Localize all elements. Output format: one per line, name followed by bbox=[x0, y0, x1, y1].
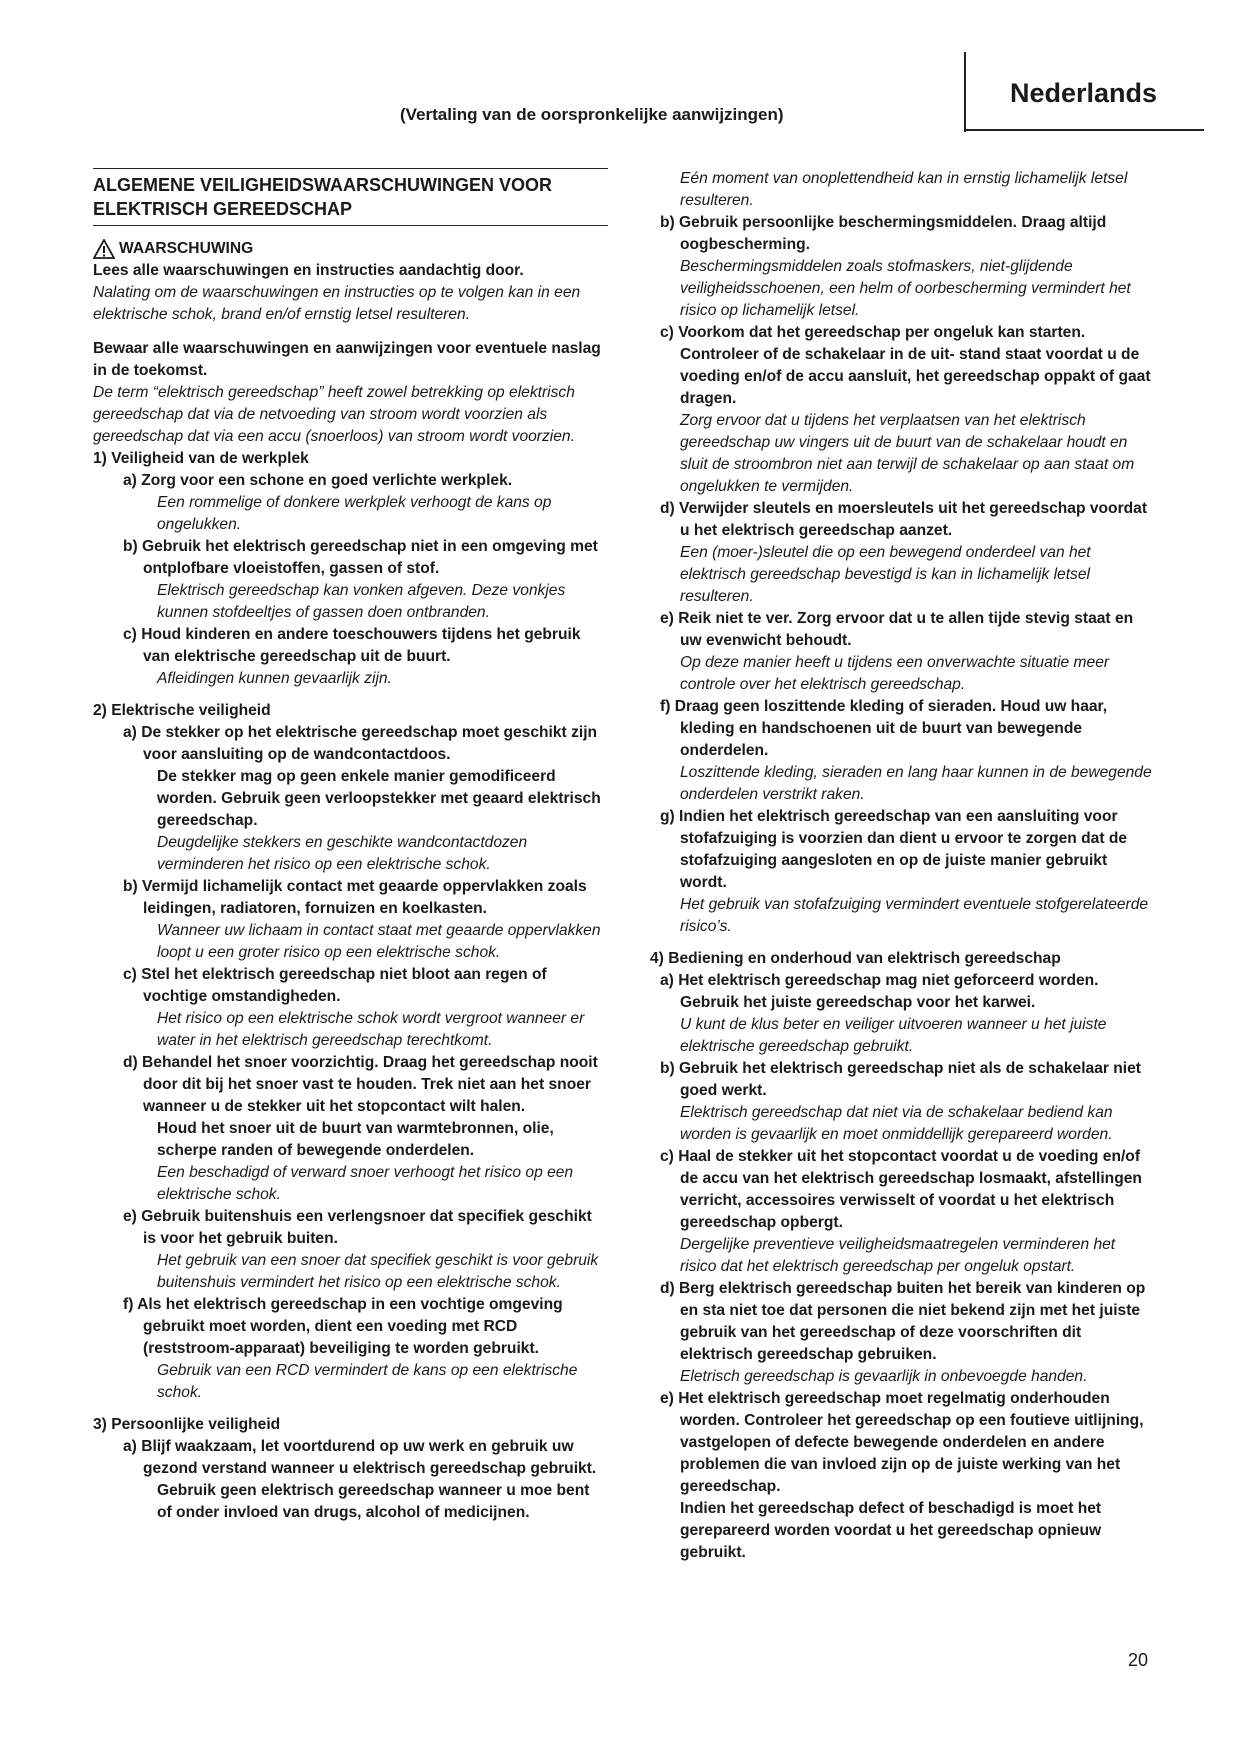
warning-heading bbox=[93, 238, 608, 260]
item-4a: a) Het elektrisch gereedschap mag niet geforceerd worden. Gebruik het juiste gereedschap voor het karwei. bbox=[660, 972, 1099, 1011]
keep-instructions: Bewaar alle waarschuwingen en aanwijzingen voor eventuele naslag in de toekomst. bbox=[93, 340, 601, 379]
item-2a-extra: De stekker mag op geen enkele manier gemodificeerd worden. Gebruik geen verloopstekker met geaard elektrisch gereedschap. bbox=[157, 768, 601, 829]
item-4b-note: Elektrisch gereedschap dat niet via de schakelaar bediend kan worden is gevaarlijk en moet onmiddellijk gerepareerd worden. bbox=[680, 1104, 1113, 1143]
header-vertical-rule bbox=[964, 52, 966, 132]
item-3a-extra: Gebruik geen elektrisch gereedschap wanneer u moe bent of onder invloed van drugs, alcohol of medicijnen. bbox=[157, 1482, 590, 1521]
item-3e-note: Op deze manier heeft u tijdens een onverwachte situatie meer controle over het elektrisch gereedschap. bbox=[680, 654, 1110, 693]
item-3a: a) Blijf waakzaam, let voortdurend op uw werk en gebruik uw gezond verstand wanneer u elektrisch gereedschap gebruikt. bbox=[123, 1438, 597, 1477]
item-4d: d) Berg elektrisch gereedschap buiten het bereik van kinderen op en sta niet toe dat personen die niet bekend zijn met het juiste gebruik van het gereedschap of deze voorschriften dit elektrisch gereedschap gebruiken. bbox=[660, 1280, 1146, 1363]
section-title: ALGEMENE VEILIGHEIDSWAARSCHUWINGEN VOOR ELEKTRISCH GEREEDSCHAP bbox=[93, 175, 553, 219]
item-2b: b) Vermijd lichamelijk contact met geaarde oppervlakken zoals leidingen, radiatoren, fornuizen en koelkasten. bbox=[123, 878, 587, 917]
header-horizontal-rule bbox=[964, 129, 1204, 131]
section-2-title: 2) Elektrische veiligheid bbox=[93, 702, 271, 719]
item-2a: a) De stekker op het elektrische gereedschap moet geschikt zijn voor aansluiting op de wandcontactdoos. bbox=[123, 724, 598, 763]
item-1c-note: Afleidingen kunnen gevaarlijk zijn. bbox=[157, 670, 392, 687]
translation-subtitle: (Vertaling van de oorspronkelijke aanwijzingen) bbox=[400, 105, 784, 124]
item-3c-extra: Controleer of de schakelaar in de uit- stand staat voordat u de voeding en/of de accu aansluit, het gereedschap oppakt of gaat dragen. bbox=[680, 346, 1151, 407]
section-4-title: 4) Bediening en onderhoud van elektrisch gereedschap bbox=[650, 950, 1061, 967]
item-3c: c) Voorkom dat het gereedschap per ongeluk kan starten. bbox=[660, 324, 1086, 341]
item-3e: e) Reik niet te ver. Zorg ervoor dat u te allen tijde stevig staat en uw evenwicht behoudt. bbox=[660, 610, 1134, 649]
section-3-title: 3) Persoonlijke veiligheid bbox=[93, 1416, 281, 1433]
item-2c-note: Het risico op een elektrische schok wordt vergroot wanneer er water in het elektrisch gereedschap terechtkomt. bbox=[157, 1010, 585, 1049]
item-2b-note: Wanneer uw lichaam in contact staat met geaarde oppervlakken loopt u een groter risico op een elektrische schok. bbox=[157, 922, 601, 961]
intro-bold: Lees alle waarschuwingen en instructies aandachtig door. bbox=[93, 262, 524, 279]
item-3f: f) Draag geen loszittende kleding of sieraden. Houd uw haar, kleding en handschoenen uit de buurt van bewegende onderdelen. bbox=[660, 698, 1108, 759]
item-1a: a) Zorg voor een schone en goed verlichte werkplek. bbox=[123, 472, 513, 489]
item-2d: d) Behandel het snoer voorzichtig. Draag het gereedschap nooit door dit bij het snoer vast te houden. Trek niet aan het snoer wanneer u de stekker uit het stopcontact wilt halen. bbox=[123, 1054, 598, 1115]
warning-triangle-icon bbox=[93, 239, 115, 259]
item-2e-note: Het gebruik van een snoer dat specifiek geschikt is voor gebruik buitenshuis vermindert het risico op een elektrische schok. bbox=[157, 1252, 599, 1291]
item-2c: c) Stel het elektrisch gereedschap niet bloot aan regen of vochtige omstandigheden. bbox=[123, 966, 547, 1005]
item-3d: d) Verwijder sleutels en moersleutels uit het gereedschap voordat u het elektrisch gereedschap aanzet. bbox=[660, 500, 1148, 539]
item-3a-note: Eén moment van onoplettendheid kan in ernstig lichamelijk letsel resulteren. bbox=[680, 170, 1128, 209]
item-3d-note: Een (moer-)sleutel die op een bewegend onderdeel van het elektrisch gereedschap bevestigd is kan in lichamelijk letsel resulteren. bbox=[680, 544, 1091, 605]
section-1-title: 1) Veiligheid van de werkplek bbox=[93, 450, 309, 467]
item-2f-note: Gebruik van een RCD vermindert de kans op een elektrische schok. bbox=[157, 1362, 578, 1401]
item-4a-note: U kunt de klus beter en veiliger uitvoeren wanneer u het juiste elektrische gereedschap gebruikt. bbox=[680, 1016, 1107, 1055]
item-2f: f) Als het elektrisch gereedschap in een vochtige omgeving gebruikt moet worden, dient een voeding met RCD (reststroom-apparaat) beveiliging te worden gebruikt. bbox=[123, 1296, 563, 1357]
item-1c: c) Houd kinderen en andere toeschouwers tijdens het gebruik van elektrische gereedschap uit de buurt. bbox=[123, 626, 581, 665]
item-3c-note: Zorg ervoor dat u tijdens het verplaatsen van het elektrisch gereedschap uw vingers uit de buurt van de schakelaar houdt en sluit de stroombron niet aan terwijl de schakelaar op aan staat om ongelukken te vermijden. bbox=[680, 412, 1135, 495]
item-2d-extra: Houd het snoer uit de buurt van warmtebronnen, olie, scherpe randen of bewegende onderdelen. bbox=[157, 1120, 554, 1159]
item-2d-note: Een beschadigd of verward snoer verhoogt het risico op een elektrische schok. bbox=[157, 1164, 574, 1203]
item-1b: b) Gebruik het elektrisch gereedschap niet in een omgeving met ontplofbare vloeistoffen, gassen of stof. bbox=[123, 538, 598, 577]
intro-italic: Nalating om de waarschuwingen en instructies op te volgen kan in een elektrische schok, brand en/of ernstig letsel resulteren. bbox=[93, 284, 581, 323]
item-1a-note: Een rommelige of donkere werkplek verhoogt de kans op ongelukken. bbox=[157, 494, 552, 533]
item-4e-extra: Indien het gereedschap defect of beschadigd is moet het gerepareerd worden voordat u het gereedschap opnieuw gebruikt. bbox=[680, 1500, 1102, 1561]
term-definition: De term “elektrisch gereedschap” heeft zowel betrekking op elektrisch gereedschap dat via de netvoeding van stroom wordt voorzien als gereedschap dat via een accu (snoerloos) van stroom wordt voorzien. bbox=[93, 384, 575, 445]
item-4c-note: Dergelijke preventieve veiligheidsmaatregelen verminderen het risico dat het elektrisch gereedschap per ongeluk opstart. bbox=[680, 1236, 1116, 1275]
item-3g: g) Indien het elektrisch gereedschap van een aansluiting voor stofafzuiging is voorzien dan dient u ervoor te zorgen dat de stofafzuiging aangesloten en op de juiste manier gebruikt wordt. bbox=[660, 808, 1128, 891]
item-2a-note: Deugdelijke stekkers en geschikte wandcontactdozen verminderen het risico op een elektrische schok. bbox=[157, 834, 528, 873]
page-number: 20 bbox=[1128, 1650, 1149, 1670]
warning-label: WAARSCHUWING bbox=[119, 240, 254, 257]
item-3b-note: Beschermingsmiddelen zoals stofmaskers, niet-glijdende veiligheidsschoenen, een helm of oorbescherming vermindert het risico op lichamelijk letsel. bbox=[680, 258, 1131, 319]
item-1b-note: Elektrisch gereedschap kan vonken afgeven. Deze vonkjes kunnen stofdeeltjes of gassen doen ontbranden. bbox=[157, 582, 566, 621]
item-3g-note: Het gebruik van stofafzuiging vermindert eventuele stofgerelateerde risico’s. bbox=[680, 896, 1149, 935]
item-4c: c) Haal de stekker uit het stopcontact voordat u de voeding en/of de accu van het elektrisch gereedschap losmaakt, afstellingen verricht, accessoires verwisselt of voordat u het elektrisch gereedschap opbergt. bbox=[660, 1148, 1142, 1231]
section-title-box bbox=[93, 168, 608, 226]
item-2e: e) Gebruik buitenshuis een verlengsnoer dat specifiek geschikt is voor het gebruik buiten. bbox=[123, 1208, 592, 1247]
right-column bbox=[650, 168, 1152, 1564]
language-heading: Nederlands bbox=[1010, 78, 1158, 108]
item-4b: b) Gebruik het elektrisch gereedschap niet als de schakelaar niet goed werkt. bbox=[660, 1060, 1142, 1099]
item-4d-note: Eletrisch gereedschap is gevaarlijk in onbevoegde handen. bbox=[680, 1368, 1088, 1385]
item-3b: b) Gebruik persoonlijke beschermingsmiddelen. Draag altijd oogbescherming. bbox=[660, 214, 1107, 253]
item-4e: e) Het elektrisch gereedschap moet regelmatig onderhouden worden. Controleer het gereedschap op een foutieve uitlijning, vastgelopen of defecte bewegende onderdelen en andere problemen die van invloed zijn op de juiste werking van het gereedschap. bbox=[660, 1390, 1144, 1495]
left-column bbox=[93, 168, 608, 1524]
item-3f-note: Loszittende kleding, sieraden en lang haar kunnen in de bewegende onderdelen verstrikt raken. bbox=[680, 764, 1152, 803]
